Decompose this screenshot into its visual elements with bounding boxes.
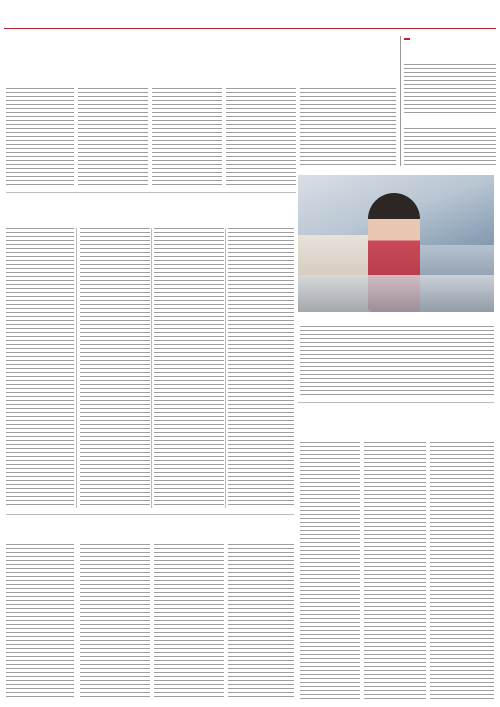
column-rule	[225, 228, 226, 508]
story2-body-col2	[80, 228, 150, 508]
story3-body-col3	[430, 442, 494, 700]
main-story-body-col5	[300, 88, 396, 168]
story4-body-col3	[154, 544, 224, 700]
main-story-body-col1	[6, 88, 74, 188]
main-story-body-col2	[78, 88, 148, 188]
story2-body-col3	[154, 228, 224, 508]
divider	[6, 192, 296, 193]
story3-body-col1	[300, 442, 360, 700]
story3-body-col2	[364, 442, 426, 700]
briefs-label	[404, 38, 410, 40]
main-story-body-col4	[226, 88, 296, 188]
brief-body	[404, 128, 496, 168]
column-rule	[151, 228, 152, 508]
story2-body-col1	[6, 228, 74, 508]
right-column-rule	[400, 36, 401, 166]
column-rule	[76, 228, 77, 508]
story2-body-col4	[228, 228, 294, 508]
story4-body-col4	[228, 544, 294, 700]
story4-body-col1	[6, 544, 74, 700]
photo-caption-body	[300, 326, 494, 398]
divider	[6, 514, 294, 515]
divider	[298, 402, 494, 403]
story4-body-col2	[80, 544, 150, 700]
photo-sewing-machine	[298, 275, 494, 312]
main-story-body-col3	[152, 88, 222, 188]
brief-body	[404, 64, 496, 114]
feature-photo	[298, 175, 494, 312]
header-rule	[4, 28, 496, 29]
